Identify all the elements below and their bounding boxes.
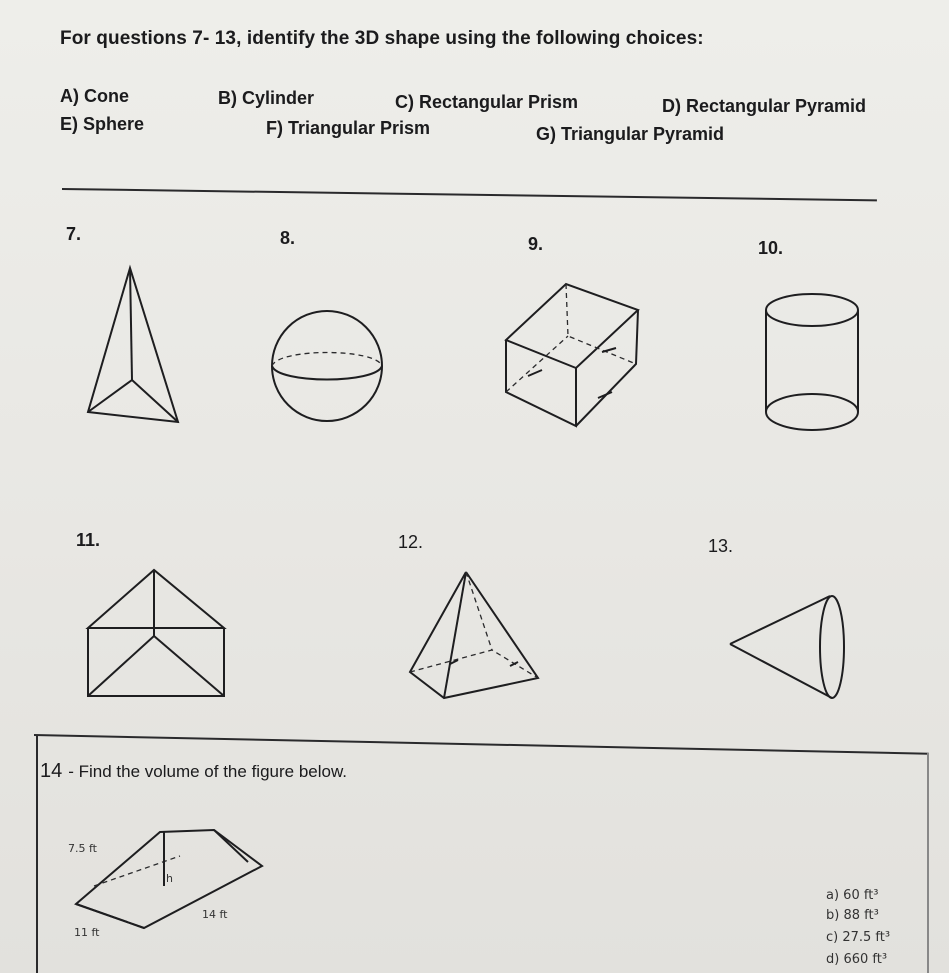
instructions-heading: For questions 7- 13, identify the 3D shape using the following choices: (60, 28, 704, 49)
figure-length-label: 14 ft (202, 908, 228, 921)
figure-top-label: 7.5 ft (68, 842, 97, 855)
question-7-number: 7. (66, 224, 82, 244)
choice-d: D) Rectangular Pyramid (662, 96, 867, 116)
divider-line (62, 188, 877, 201)
answer-option-b: b) 88 ft³ (826, 908, 879, 923)
question-14-prompt (40, 760, 347, 783)
question-14-right-border (927, 753, 929, 973)
sphere-figure (268, 308, 388, 428)
question-12-number: 12. (398, 532, 424, 552)
figure-height-label: h (166, 872, 173, 885)
choice-a: A) Cone (60, 86, 129, 106)
answer-option-c: c) 27.5 ft³ (826, 930, 891, 945)
choice-c: C) Rectangular Prism (395, 92, 579, 112)
question-8-number: 8. (280, 228, 296, 248)
choice-f: F) Triangular Prism (266, 118, 431, 138)
cylinder-figure (760, 290, 864, 436)
question-9-number: 9. (528, 234, 544, 254)
question-13-number: 13. (708, 536, 734, 556)
question-14-top-border (34, 734, 929, 755)
cone-figure (728, 590, 852, 706)
triangular-prism-figure (84, 566, 234, 702)
question-11-number: 11. (76, 530, 101, 550)
choice-g: G) Triangular Pyramid (536, 124, 725, 144)
question-14-number: 14 (40, 760, 63, 782)
volume-figure (68, 826, 278, 942)
choice-b: B) Cylinder (218, 88, 315, 108)
figure-base-label: 11 ft (74, 926, 100, 939)
question-14-left-border (36, 735, 38, 973)
rectangular-prism-figure (498, 280, 648, 430)
question-10-number: 10. (758, 238, 784, 258)
rectangular-pyramid-figure (404, 568, 548, 700)
question-14-text: - Find the volume of the figure below. (68, 762, 348, 781)
choice-e: E) Sphere (60, 114, 145, 134)
answer-option-a: a) 60 ft³ (826, 888, 879, 903)
answer-option-d: d) 660 ft³ (826, 952, 888, 967)
triangular-pyramid-figure (84, 262, 184, 427)
